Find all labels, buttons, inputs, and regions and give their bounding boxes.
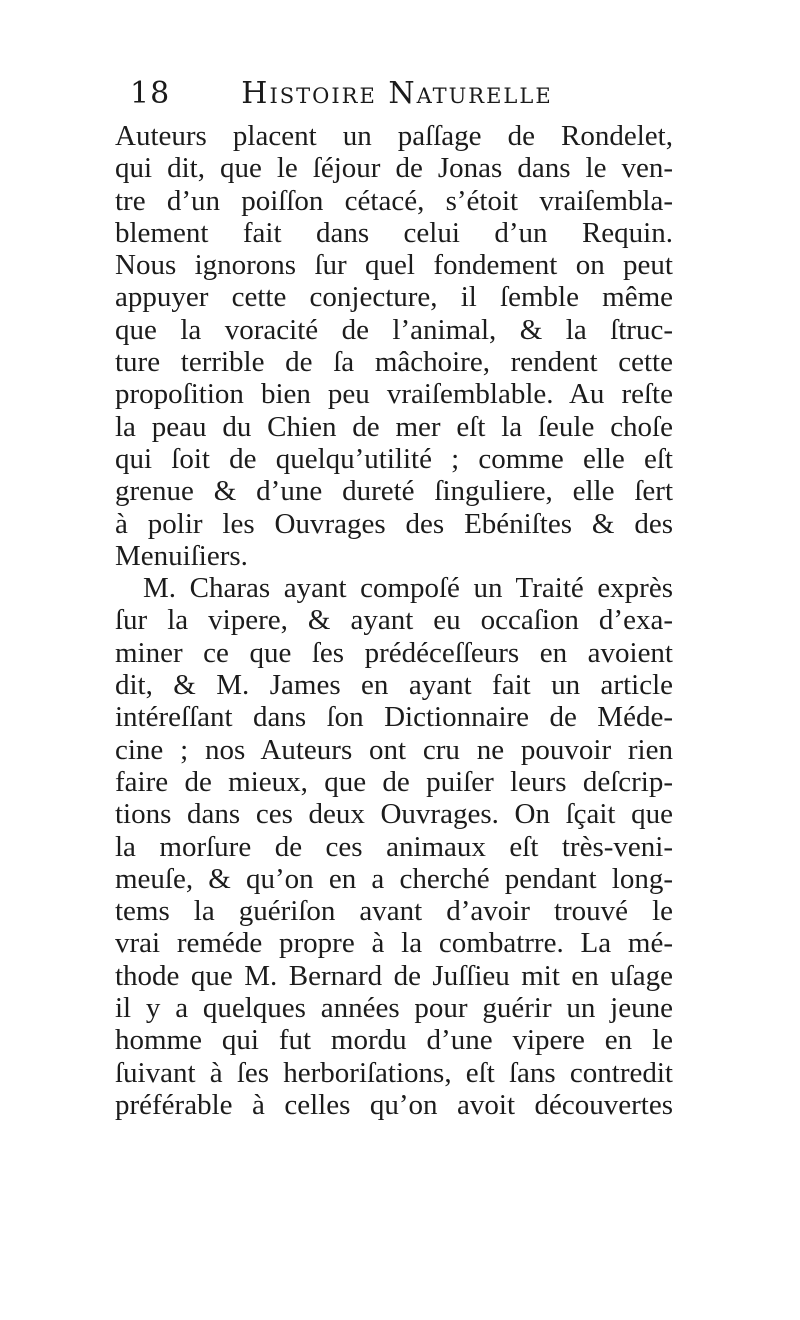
- text-line: ſuivant à ſes herboriſations, eſt ſans contredit: [115, 1056, 673, 1089]
- text-line: grenue & d’une dureté ſinguliere, elle ſert: [115, 475, 673, 508]
- text-line: la morſure de ces animaux eſt très-veni-: [115, 830, 673, 863]
- text-line: qui dit, que le ſéjour de Jonas dans le ven-: [115, 152, 673, 185]
- text-line: Menuiſiers.: [115, 539, 248, 572]
- text-line: qui ſoit de quelqu’utilité ; comme elle eſt: [115, 442, 673, 475]
- page-number: 18: [130, 76, 171, 111]
- text-line: blement fait dans celui d’un Requin.: [115, 216, 673, 249]
- text-line: il y a quelques années pour guérir un jeune: [115, 992, 673, 1025]
- text-line: appuyer cette conjecture, il ſemble même: [115, 281, 673, 314]
- text-line: tre d’un poiſſon cétacé, s’étoit vraiſembla-: [115, 184, 673, 217]
- text-line: la peau du Chien de mer eſt la ſeule choſe: [115, 410, 673, 443]
- running-head: [130, 76, 690, 116]
- body-text: [115, 120, 673, 1121]
- text-line: cine ; nos Auteurs ont cru ne pouvoir rien: [115, 733, 673, 766]
- text-line: thode que M. Bernard de Juſſieu mit en uſage: [115, 959, 673, 992]
- paragraph-first-line: M. Charas ayant compoſé un Traité exprès: [143, 572, 673, 605]
- text-line: ture terrible de ſa mâchoire, rendent cette: [115, 346, 673, 379]
- running-title: Histoire Naturelle: [241, 76, 553, 111]
- text-line: Auteurs placent un paſſage de Rondelet,: [115, 120, 673, 152]
- text-line: préférable à celles qu’on avoit découvertes: [115, 1088, 673, 1121]
- text-line: faire de mieux, que de puiſer leurs deſcrip-: [115, 765, 673, 798]
- text-line: vrai reméde propre à la combatrre. La mé-: [115, 927, 673, 960]
- text-line: Nous ignorons ſur quel fondement on peut: [115, 249, 673, 282]
- text-line: propoſition bien peu vraiſemblable. Au reſte: [115, 378, 673, 411]
- text-line: dit, & M. James en ayant fait un article: [115, 669, 673, 702]
- text-line: à polir les Ouvrages des Ebéniſtes & des: [115, 507, 673, 540]
- text-line: meuſe, & qu’on en a cherché pendant long-: [115, 862, 673, 895]
- text-line: miner ce que ſes prédéceſſeurs en avoient: [115, 636, 673, 669]
- text-line: tions dans ces deux Ouvrages. On ſçait que: [115, 798, 673, 831]
- text-line: homme qui fut mordu d’une vipere en le: [115, 1024, 673, 1057]
- text-line: intéreſſant dans ſon Dictionnaire de Méde-: [115, 701, 673, 734]
- text-line: tems la guériſon avant d’avoir trouvé le: [115, 895, 673, 928]
- text-line: ſur la vipere, & ayant eu occaſion d’exa-: [115, 604, 673, 637]
- text-line: que la voracité de l’animal, & la ſtruc-: [115, 313, 673, 346]
